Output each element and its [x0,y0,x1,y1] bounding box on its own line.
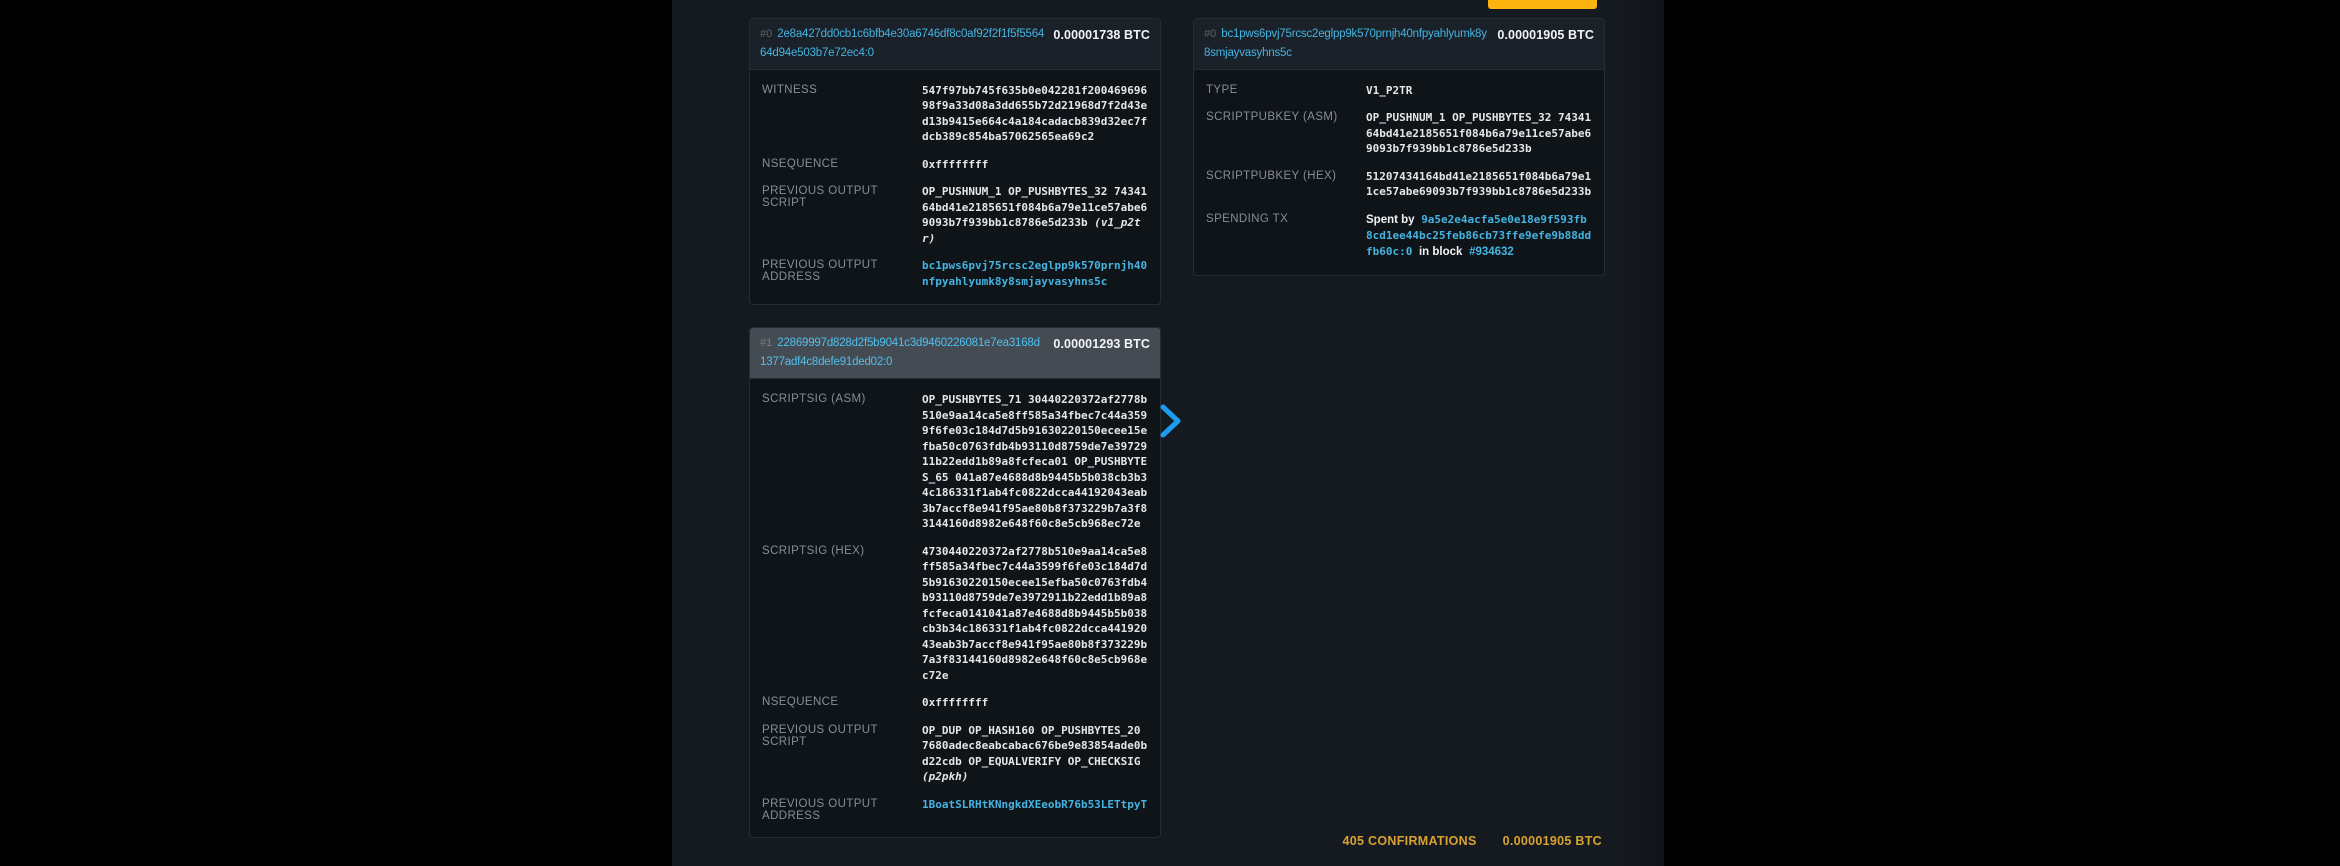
scriptpubkey-hex-value: 51207434164bd41e2185651f084b6a79e11ce57abe69093b7f939bb1c8786e5d233b [1366,169,1592,199]
nsequence-row [762,695,1148,711]
scriptsig-asm-label: SCRIPTSIG (ASM) [762,393,866,406]
previous-output-address-value [922,258,1148,289]
input-0-amount: 0.00001738 BTC [1053,28,1150,42]
outputs-column [1193,18,1605,298]
input-1-header [750,328,1160,379]
type-label: TYPE [1206,83,1238,96]
input-0-header [750,19,1160,70]
total-amount: 0.00001905 BTC [1502,834,1602,848]
previous-output-script-row [762,184,1148,246]
spending-txid-link[interactable]: 9a5e2e4acfa5e0e18e9f593fb8cd1ee44bc25feb86cb73ffe9efe9b88ddfb60c:0 [1366,212,1592,258]
spending-tx-value [1366,212,1592,261]
block-link[interactable]: #934632 [1469,245,1514,258]
output-0-amount: 0.00001905 BTC [1497,28,1594,42]
footer-summary [672,834,1602,848]
previous-output-address-value [922,797,1148,822]
previous-output-script-value: OP_PUSHNUM_1 OP_PUSHBYTES_32 7434164bd41e2185651f084b6a79e11ce57abe69093b7f939bb1c8786e5d233b (v1_p2tr) [922,185,1148,245]
nsequence-label: NSEQUENCE [762,696,839,709]
output-card-0 [1193,18,1605,276]
scriptpubkey-asm-row [1206,110,1592,157]
in-block-text: in block [1418,245,1463,258]
output-0-header [1194,19,1604,70]
nsequence-value: 0xffffffff [922,157,989,171]
input-card-1 [749,327,1161,837]
input-1-outpoint-link[interactable]: 22869997d828d2f5b9041c3d9460226081e7ea3168d1377adf4c8defe91ded02:0 [760,337,1040,369]
scriptpubkey-hex-row [1206,169,1592,200]
previous-output-script-label: PREVIOUS OUTPUT SCRIPT [762,185,878,210]
previous-output-script-label: PREVIOUS OUTPUT SCRIPT [762,723,878,748]
input-1-index: #1 [760,337,773,350]
spent-by-text: Spent by [1366,213,1415,226]
nsequence-value: 0xffffffff [922,696,989,710]
script-type: (v1_p2tr) [922,216,1141,245]
confirmations-badge: 405 CONFIRMATIONS [1342,834,1477,848]
previous-output-address-link[interactable]: 1BoatSLRHtKNngkdXEeobR76b53LETtpyT [922,797,1148,811]
output-0-details [1194,70,1604,276]
previous-output-script-value: OP_DUP OP_HASH160 OP_PUSHBYTES_20 7680adec8eabcabac676be9e83854ade0bd22cdb OP_EQUALVERIFY OP_CHECKSIG (p2pkh) [922,723,1148,784]
witness-label: WITNESS [762,83,818,96]
input-0-index: #0 [760,28,773,40]
previous-output-address-label: PREVIOUS OUTPUT ADDRESS [762,259,878,284]
input-0-outpoint-link[interactable]: 2e8a427dd0cb1c6bfb4e30a6746df8c0af92f2f1f5f556464d94e503b7e72ec4:0 [760,28,1045,59]
previous-output-address-link[interactable]: bc1pws6pvj75rcsc2eglpp9k570prnjh40nfpyahlyumk8y8smjayvasyhns5c [922,259,1148,288]
output-0-index: #0 [1204,28,1217,40]
witness-value: 547f97bb745f635b0e042281f20046969698f9a33d08a3dd655b72d21968d7f2d43ed13b9415e664c4a184cadacb839d32ec7fdcb389c854ba57062565ea69c2 [922,83,1148,144]
nsequence-label: NSEQUENCE [762,157,839,170]
type-value: V1_P2TR [1366,83,1413,97]
previous-output-address-row [762,797,1148,822]
input-1-amount: 0.00001293 BTC [1053,337,1150,352]
next-arrow-icon[interactable] [1154,401,1186,441]
details-button[interactable] [1488,0,1597,9]
previous-output-address-row [762,258,1148,289]
input-card-0 [749,18,1161,305]
nsequence-row [762,157,1148,173]
input-0-details [750,70,1160,305]
input-1-details [750,379,1160,837]
previous-output-address-label: PREVIOUS OUTPUT ADDRESS [762,797,878,822]
type-row [1206,83,1592,99]
scriptpubkey-hex-label: SCRIPTPUBKEY (HEX) [1206,169,1337,182]
scriptsig-asm-value: OP_PUSHBYTES_71 30440220372af2778b510e9aa14ca5e8ff585a34fbec7c44a3599f6fe03c184d7d5b91630220150ecee15efba50c0763fdb4b93110d8759de7e3972911b22edd1b89a8fcfeca01 OP_PUSHBYTES_65 041a87e4688d8b9445b5b038cb3b34c186331f1ab4fc0822dcca44192043eab3b7accf8e941f95ae80b8f373229b7a3f83144160d8982e648f60c8e5cb968ec72e [922,393,1148,531]
previous-output-script-row [762,723,1148,785]
witness-row [762,83,1148,145]
spending-tx-row [1206,212,1592,261]
scriptpubkey-asm-value: OP_PUSHNUM_1 OP_PUSHBYTES_32 7434164bd41e2185651f084b6a79e11ce57abe69093b7f939bb1c8786e5d233b [1366,111,1592,156]
scriptpubkey-asm-label: SCRIPTPUBKEY (ASM) [1206,111,1338,124]
scriptsig-hex-row [762,544,1148,684]
script-type: (p2pkh) [922,770,969,784]
output-0-address-link[interactable]: bc1pws6pvj75rcsc2eglpp9k570prnjh40nfpyahlyumk8y8smjayvasyhns5c [1204,28,1487,59]
inputs-column [749,18,1161,860]
scriptsig-asm-row [762,392,1148,532]
scriptsig-hex-label: SCRIPTSIG (HEX) [762,544,865,557]
spending-tx-label: SPENDING TX [1206,212,1289,225]
scriptsig-hex-value: 4730440220372af2778b510e9aa14ca5e8ff585a34fbec7c44a3599f6fe03c184d7d5b91630220150ecee15efba50c0763fdb4b93110d8759de7e3972911b22edd1b89a8fcfeca0141041a87e4688d8b9445b5b038cb3b34c186331f1ab4fc0822dcca44192043eab3b7accf8e941f95ae80b8f373229b7a3f83144160d8982e648f60c8e5cb968ec72e [922,544,1148,682]
